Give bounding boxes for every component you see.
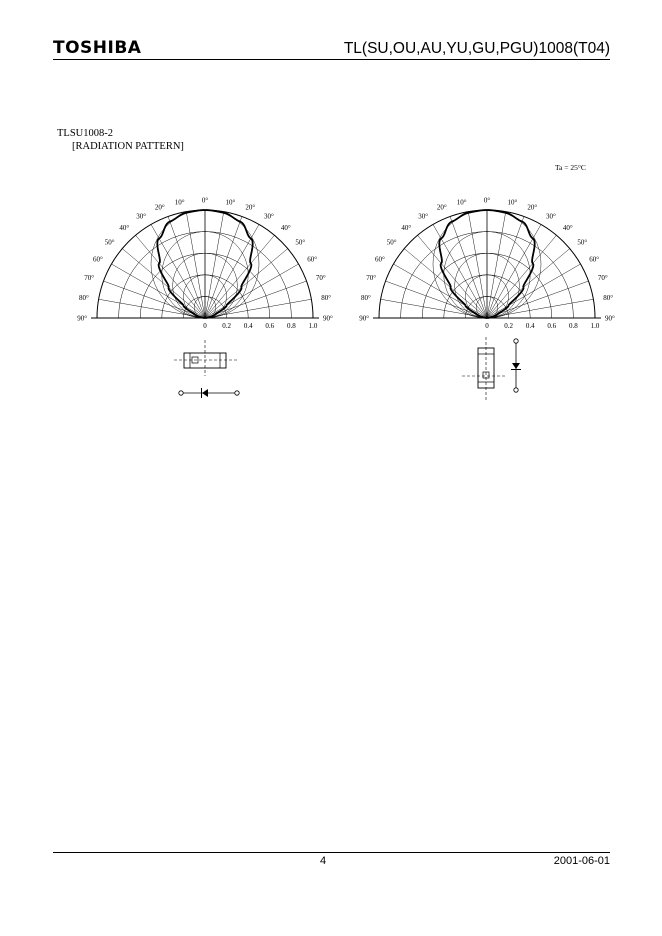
angle-label-right: 90° [323, 314, 333, 323]
diode-symbol-triangle [202, 389, 208, 397]
radial-tick-label: 0.4 [243, 322, 253, 330]
package-outline-vertical [460, 334, 530, 404]
angle-label-right: 80° [603, 294, 614, 303]
angle-label-right: 10° [225, 198, 236, 207]
radial-tick-label: 0.8 [287, 322, 296, 330]
publication-date: 2001-06-01 [553, 855, 610, 867]
radial-tick-label: 0.6 [547, 322, 557, 330]
angle-label-right: 40° [280, 224, 291, 233]
angle-label-left: 90° [359, 314, 369, 323]
radial-tick-label: 0 [203, 322, 207, 330]
radial-tick-label: 0.2 [222, 322, 231, 330]
radial-tick-label: 1.0 [308, 322, 318, 330]
terminal-top [514, 339, 518, 343]
section-subtitle: [RADIATION PATTERN] [72, 141, 184, 152]
terminal-left [179, 391, 183, 395]
angle-label-left: 20° [436, 203, 447, 212]
angle-label-left: 10° [456, 198, 467, 207]
angle-label-left: 70° [366, 274, 377, 283]
terminal-right [235, 391, 239, 395]
angle-label-right: 80° [321, 294, 332, 303]
section-title: TLSU1008-2 [57, 128, 113, 139]
angle-label-left: 80° [360, 294, 371, 303]
terminal-bottom [514, 388, 518, 392]
angle-label-right: 70° [597, 274, 608, 283]
angle-label-left: 50° [104, 238, 115, 247]
toshiba-logo: TOSHIBA [53, 38, 142, 58]
ambient-temperature-condition: Ta = 25°C [555, 163, 586, 172]
angle-label-left: 0° [483, 196, 491, 205]
radial-tick-label: 0 [485, 322, 489, 330]
angle-label-right: 50° [295, 238, 306, 247]
radial-tick-label: 0.8 [569, 322, 578, 330]
angle-label-left: 90° [77, 314, 87, 323]
part-number-header: TL(SU,OU,AU,YU,GU,PGU)1008(T04) [343, 40, 610, 57]
angle-label-left: 80° [78, 294, 89, 303]
angle-label-left: 20° [154, 203, 165, 212]
package-outline-horizontal [170, 338, 250, 403]
radial-tick-label: 0.6 [265, 322, 275, 330]
angle-label-left: 70° [84, 274, 95, 283]
angle-label-left: 60° [92, 255, 103, 264]
angle-label-right: 20° [245, 203, 256, 212]
angle-label-left: 40° [401, 224, 412, 233]
angle-label-right: 30° [264, 212, 274, 221]
diode-symbol-triangle [512, 363, 520, 369]
radiation-pattern-chart-right [359, 195, 615, 335]
angle-label-right: 90° [605, 314, 615, 323]
radial-tick-label: 0.4 [525, 322, 535, 330]
header-rule [53, 59, 610, 60]
radial-tick-label: 0.2 [504, 322, 513, 330]
angle-label-right: 30° [546, 212, 556, 221]
footer-rule [53, 852, 610, 853]
angle-label-right: 10° [507, 198, 518, 207]
angle-label-right: 20° [527, 203, 538, 212]
angle-label-left: 50° [386, 238, 397, 247]
angle-label-right: 70° [315, 274, 326, 283]
angle-label-left: 0° [201, 196, 209, 205]
angle-label-left: 40° [119, 224, 130, 233]
angle-label-right: 60° [307, 255, 318, 264]
angle-label-left: 30° [136, 212, 146, 221]
page-number: 4 [320, 855, 327, 867]
angle-label-left: 10° [174, 198, 185, 207]
angle-label-left: 60° [374, 255, 385, 264]
angle-label-left: 30° [418, 212, 428, 221]
angle-label-right: 40° [562, 224, 573, 233]
angle-label-right: 50° [577, 238, 588, 247]
radiation-pattern-chart-left [77, 195, 333, 335]
angle-label-right: 60° [589, 255, 600, 264]
radial-tick-label: 1.0 [590, 322, 600, 330]
